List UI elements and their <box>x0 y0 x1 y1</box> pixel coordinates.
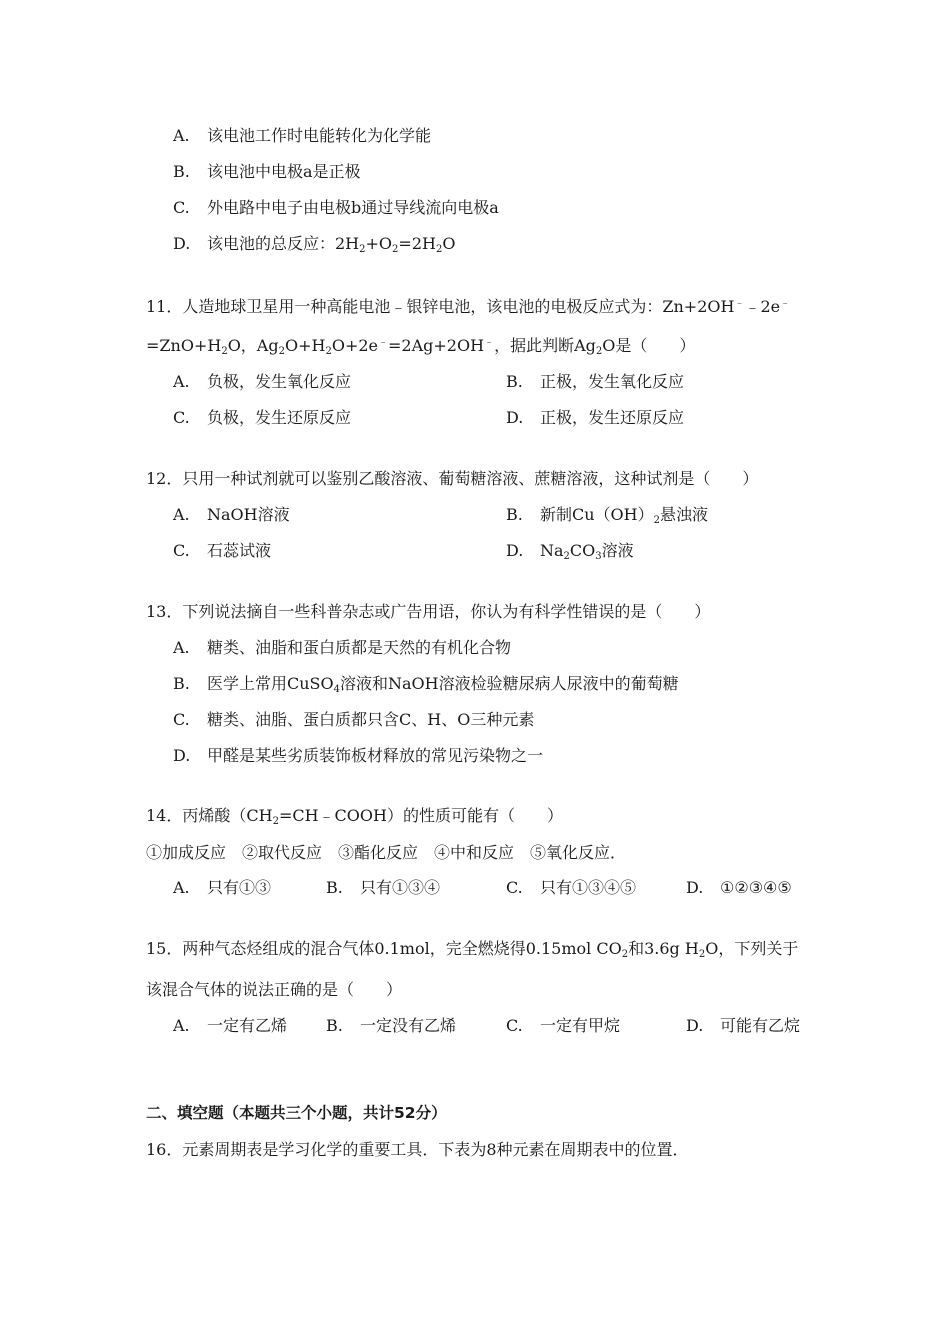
q10-option-c <box>173 198 499 218</box>
q13-option-d <box>173 746 543 766</box>
option-label: D. <box>506 541 524 560</box>
option-text: 甲醛是某些劣质装饰板材释放的常见污染物之一 <box>207 746 544 765</box>
option-text: 只有①③ <box>207 878 272 897</box>
option-text: $Na_2CO_3$溶液 <box>540 541 634 562</box>
option-text: 外电路中电子由电极b通过导线流向电极a <box>207 198 499 217</box>
q14-option-b <box>326 878 440 898</box>
option-label: B. <box>173 674 190 693</box>
q13-stem: 13．下列说法摘自一些科普杂志或广告用语，你认为有科学性错误的是（ ） <box>146 602 711 621</box>
option-text: 可能有乙烷 <box>720 1016 801 1035</box>
q12-option-b <box>506 505 708 525</box>
option-text: 该电池中电极a是正极 <box>207 162 361 181</box>
option-label: C. <box>173 710 190 729</box>
q11-option-b <box>506 372 684 392</box>
option-label: C. <box>506 1016 523 1035</box>
option-label: A. <box>173 878 190 897</box>
option-label: B. <box>326 878 343 897</box>
q12-option-d <box>506 541 634 561</box>
q10-option-d <box>173 234 455 254</box>
option-text: 该电池工作时电能转化为化学能 <box>207 126 432 145</box>
q15-stem-line2: 该混合气体的说法正确的是（ ） <box>146 980 403 999</box>
q14-properties-line: ①加成反应 ②取代反应 ③酯化反应 ④中和反应 ⑤氧化反应． <box>146 843 627 862</box>
q10-option-a <box>173 126 431 146</box>
option-label: C. <box>173 408 190 427</box>
option-text: 糖类、油脂、蛋白质都只含C、H、O三种元素 <box>207 710 535 729</box>
option-text: 负极，发生氧化反应 <box>207 372 352 391</box>
q16-stem: 16．元素周期表是学习化学的重要工具．下表为8种元素在周期表中的位置． <box>146 1140 689 1159</box>
q13-option-b <box>173 674 679 694</box>
option-label: D. <box>173 746 191 765</box>
option-text: 石蕊试液 <box>207 541 272 560</box>
q13-option-a <box>173 638 511 658</box>
option-label: D. <box>173 234 191 253</box>
option-text: ①②③④⑤ <box>720 878 792 897</box>
option-text: 新制$Cu(OH)_2$悬浊液 <box>540 505 709 526</box>
q15-option-a <box>173 1016 287 1036</box>
option-text: 负极，发生还原反应 <box>207 408 352 427</box>
option-text: 正极，发生还原反应 <box>540 408 685 427</box>
option-label: C. <box>173 198 190 217</box>
option-text: 一定有乙烯 <box>207 1016 288 1035</box>
q14-option-a <box>173 878 271 898</box>
option-text: 一定有甲烷 <box>540 1016 621 1035</box>
option-text: 只有①③④⑤ <box>540 878 637 897</box>
option-label: A. <box>173 372 190 391</box>
q11-stem-line1: 11．人造地球卫星用一种高能电池﹣银锌电池，该电池的电极反应式为：Zn+2OH﹣﹣2e﹣ <box>146 297 791 316</box>
q15-option-c <box>506 1016 620 1036</box>
option-text: 正极，发生氧化反应 <box>540 372 685 391</box>
q15-option-b <box>326 1016 456 1036</box>
option-label: B. <box>173 162 190 181</box>
option-label: C. <box>173 541 190 560</box>
option-text: 只有①③④ <box>360 878 441 897</box>
section-heading: 二、填空题（本题共三个小题，共计52分） <box>146 1104 447 1122</box>
option-label: B. <box>506 505 523 524</box>
option-label: B. <box>326 1016 343 1035</box>
q11-stem-line2: $=ZnO+H_2O$，$Ag_2O+H_2O+2e^﹣=2Ag+2OH^﹣$，据此判断$Ag_2O$是（ ） <box>146 336 696 357</box>
option-label: C. <box>506 878 523 897</box>
option-label: A. <box>173 126 190 145</box>
q15-option-d <box>686 1016 800 1036</box>
option-label: D. <box>686 1016 704 1035</box>
option-label: A. <box>173 638 190 657</box>
option-label: A. <box>173 1016 190 1035</box>
option-text: 医学上常用CuSO$_4$溶液和NaOH溶液检验糖尿病人尿液中的葡萄糖 <box>207 674 679 695</box>
option-text: NaOH溶液 <box>207 505 290 524</box>
option-text: 糖类、油脂和蛋白质都是天然的有机化合物 <box>207 638 512 657</box>
q11-option-c <box>173 408 351 428</box>
q14-stem: 14．丙烯酸$(CH_2=CH﹣COOH)$的性质可能有（ ） <box>146 806 563 827</box>
q15-stem-line1: 15．两种气态烃组成的混合气体0.1mol，完全燃烧得0.15mol $CO_2$和3.6g $H_2O$，下列关于 <box>146 939 799 960</box>
q11-option-a <box>173 372 351 392</box>
option-label: D. <box>686 878 704 897</box>
option-text: 一定没有乙烯 <box>360 1016 457 1035</box>
q12-option-c <box>173 541 271 561</box>
q14-option-c <box>506 878 636 898</box>
option-label: B. <box>506 372 523 391</box>
option-label: D. <box>506 408 524 427</box>
q12-stem: 12．只用一种试剂就可以鉴别乙酸溶液、葡萄糖溶液、蔗糖溶液，这种试剂是（ ） <box>146 469 759 488</box>
q12-option-a <box>173 505 290 525</box>
q13-option-c <box>173 710 534 730</box>
option-text: 该电池的总反应：$2H_2+O_2=2H_2O$ <box>207 234 456 255</box>
q14-option-d <box>686 878 792 898</box>
q10-option-b <box>173 162 361 182</box>
q11-option-d <box>506 408 684 428</box>
option-label: A. <box>173 505 190 524</box>
